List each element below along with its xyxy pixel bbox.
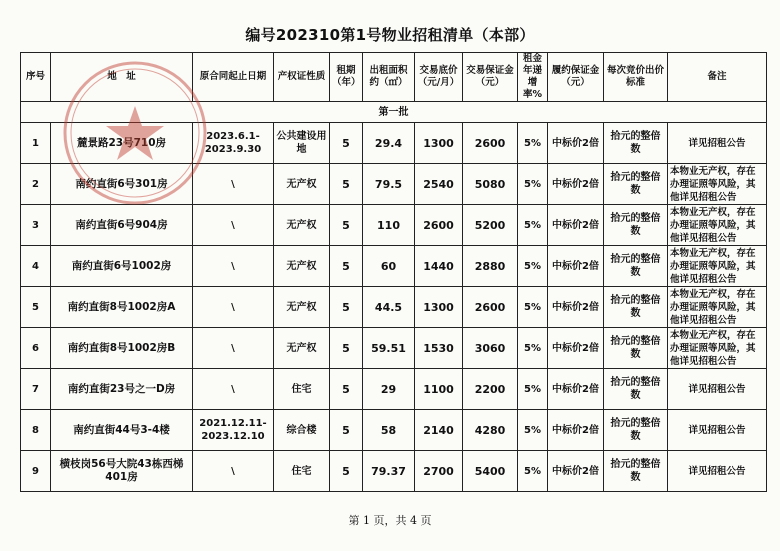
column-header: 交易保证金（元） bbox=[463, 53, 518, 102]
table-row bbox=[21, 451, 767, 492]
column-header: 原合同起止日期 bbox=[193, 53, 274, 102]
annual-increase-rate: 5% bbox=[518, 328, 548, 369]
performance-bond: 中标价2倍 bbox=[548, 451, 604, 492]
row-number: 2 bbox=[21, 164, 51, 205]
batch-label: 第一批 bbox=[21, 102, 767, 123]
lease-table bbox=[20, 52, 767, 492]
header-row bbox=[21, 53, 767, 102]
rental-area: 29 bbox=[363, 369, 415, 410]
base-price: 2540 bbox=[415, 164, 463, 205]
original-contract-period: \ bbox=[193, 164, 274, 205]
table-row bbox=[21, 410, 767, 451]
column-header: 备注 bbox=[668, 53, 767, 102]
column-header: 租期（年） bbox=[330, 53, 363, 102]
base-price: 1300 bbox=[415, 287, 463, 328]
column-header: 出租面积约（㎡） bbox=[363, 53, 415, 102]
transaction-deposit: 5400 bbox=[463, 451, 518, 492]
original-contract-period: \ bbox=[193, 369, 274, 410]
column-header: 产权证性质 bbox=[274, 53, 330, 102]
rental-area: 79.37 bbox=[363, 451, 415, 492]
remark-cell: 详见招租公告 bbox=[668, 123, 767, 164]
property-cert-type: 无产权 bbox=[274, 287, 330, 328]
original-contract-period: \ bbox=[193, 205, 274, 246]
address-cell: 横枝岗56号大院43栋西梯401房 bbox=[51, 451, 193, 492]
address-cell: 南约直街6号301房 bbox=[51, 164, 193, 205]
base-price: 1530 bbox=[415, 328, 463, 369]
annual-increase-rate: 5% bbox=[518, 205, 548, 246]
column-header: 交易底价（元/月） bbox=[415, 53, 463, 102]
annual-increase-rate: 5% bbox=[518, 287, 548, 328]
property-cert-type: 公共建设用地 bbox=[274, 123, 330, 164]
table-row bbox=[21, 246, 767, 287]
address-cell: 南约直街8号1002房A bbox=[51, 287, 193, 328]
rental-area: 58 bbox=[363, 410, 415, 451]
property-cert-type: 无产权 bbox=[274, 328, 330, 369]
property-cert-type: 无产权 bbox=[274, 205, 330, 246]
page-footer: 第 1 页，共 4 页 bbox=[348, 514, 432, 527]
column-header: 履约保证金（元） bbox=[548, 53, 604, 102]
rental-area: 44.5 bbox=[363, 287, 415, 328]
performance-bond: 中标价2倍 bbox=[548, 287, 604, 328]
lease-term: 5 bbox=[330, 451, 363, 492]
address-cell: 南约直街8号1002房B bbox=[51, 328, 193, 369]
table-row bbox=[21, 164, 767, 205]
bid-increment-standard: 拾元的整倍数 bbox=[604, 287, 668, 328]
original-contract-period: \ bbox=[193, 246, 274, 287]
base-price: 1440 bbox=[415, 246, 463, 287]
column-header: 租金年递增率% bbox=[518, 53, 548, 102]
remark-cell: 本物业无产权，存在办理证照等风险，其他详见招租公告 bbox=[668, 328, 767, 369]
annual-increase-rate: 5% bbox=[518, 369, 548, 410]
performance-bond: 中标价2倍 bbox=[548, 123, 604, 164]
row-number: 5 bbox=[21, 287, 51, 328]
row-number: 4 bbox=[21, 246, 51, 287]
remark-cell: 详见招租公告 bbox=[668, 451, 767, 492]
annual-increase-rate: 5% bbox=[518, 164, 548, 205]
address-cell: 南约直街23号之一D房 bbox=[51, 369, 193, 410]
transaction-deposit: 2600 bbox=[463, 123, 518, 164]
lease-term: 5 bbox=[330, 410, 363, 451]
transaction-deposit: 3060 bbox=[463, 328, 518, 369]
remark-cell: 详见招租公告 bbox=[668, 410, 767, 451]
performance-bond: 中标价2倍 bbox=[548, 246, 604, 287]
property-cert-type: 综合楼 bbox=[274, 410, 330, 451]
bid-increment-standard: 拾元的整倍数 bbox=[604, 410, 668, 451]
remark-cell: 本物业无产权，存在办理证照等风险，其他详见招租公告 bbox=[668, 205, 767, 246]
transaction-deposit: 5080 bbox=[463, 164, 518, 205]
batch-row bbox=[21, 102, 767, 123]
transaction-deposit: 4280 bbox=[463, 410, 518, 451]
column-header: 序号 bbox=[21, 53, 51, 102]
base-price: 1100 bbox=[415, 369, 463, 410]
property-cert-type: 无产权 bbox=[274, 246, 330, 287]
lease-term: 5 bbox=[330, 205, 363, 246]
bid-increment-standard: 拾元的整倍数 bbox=[604, 205, 668, 246]
lease-term: 5 bbox=[330, 369, 363, 410]
page-title: 编号202310第1号物业招租清单（本部） bbox=[245, 26, 535, 44]
lease-term: 5 bbox=[330, 164, 363, 205]
lease-term: 5 bbox=[330, 287, 363, 328]
bid-increment-standard: 拾元的整倍数 bbox=[604, 246, 668, 287]
original-contract-period: \ bbox=[193, 451, 274, 492]
row-number: 1 bbox=[21, 123, 51, 164]
column-header: 每次竞价出价标准 bbox=[604, 53, 668, 102]
transaction-deposit: 5200 bbox=[463, 205, 518, 246]
remark-cell: 本物业无产权，存在办理证照等风险，其他详见招租公告 bbox=[668, 246, 767, 287]
row-number: 6 bbox=[21, 328, 51, 369]
table-row bbox=[21, 369, 767, 410]
table-row bbox=[21, 205, 767, 246]
original-contract-period: 2021.12.11-2023.12.10 bbox=[193, 410, 274, 451]
lease-term: 5 bbox=[330, 328, 363, 369]
address-cell: 南约直街6号904房 bbox=[51, 205, 193, 246]
original-contract-period: \ bbox=[193, 328, 274, 369]
row-number: 7 bbox=[21, 369, 51, 410]
transaction-deposit: 2200 bbox=[463, 369, 518, 410]
property-cert-type: 住宅 bbox=[274, 369, 330, 410]
transaction-deposit: 2600 bbox=[463, 287, 518, 328]
annual-increase-rate: 5% bbox=[518, 123, 548, 164]
base-price: 2600 bbox=[415, 205, 463, 246]
performance-bond: 中标价2倍 bbox=[548, 369, 604, 410]
column-header: 地 址 bbox=[51, 53, 193, 102]
bid-increment-standard: 拾元的整倍数 bbox=[604, 451, 668, 492]
performance-bond: 中标价2倍 bbox=[548, 205, 604, 246]
annual-increase-rate: 5% bbox=[518, 451, 548, 492]
property-cert-type: 无产权 bbox=[274, 164, 330, 205]
transaction-deposit: 2880 bbox=[463, 246, 518, 287]
table-row bbox=[21, 328, 767, 369]
address-cell: 南约直街44号3-4楼 bbox=[51, 410, 193, 451]
lease-term: 5 bbox=[330, 123, 363, 164]
performance-bond: 中标价2倍 bbox=[548, 328, 604, 369]
address-cell: 麓景路23号710房 bbox=[51, 123, 193, 164]
annual-increase-rate: 5% bbox=[518, 246, 548, 287]
original-contract-period: 2023.6.1-2023.9.30 bbox=[193, 123, 274, 164]
remark-cell: 本物业无产权，存在办理证照等风险，其他详见招租公告 bbox=[668, 164, 767, 205]
row-number: 9 bbox=[21, 451, 51, 492]
performance-bond: 中标价2倍 bbox=[548, 410, 604, 451]
row-number: 8 bbox=[21, 410, 51, 451]
bid-increment-standard: 拾元的整倍数 bbox=[604, 328, 668, 369]
base-price: 1300 bbox=[415, 123, 463, 164]
address-cell: 南约直街6号1002房 bbox=[51, 246, 193, 287]
table-row bbox=[21, 287, 767, 328]
base-price: 2700 bbox=[415, 451, 463, 492]
original-contract-period: \ bbox=[193, 287, 274, 328]
bid-increment-standard: 拾元的整倍数 bbox=[604, 369, 668, 410]
rental-area: 29.4 bbox=[363, 123, 415, 164]
rental-area: 110 bbox=[363, 205, 415, 246]
base-price: 2140 bbox=[415, 410, 463, 451]
rental-area: 60 bbox=[363, 246, 415, 287]
performance-bond: 中标价2倍 bbox=[548, 164, 604, 205]
rental-area: 59.51 bbox=[363, 328, 415, 369]
annual-increase-rate: 5% bbox=[518, 410, 548, 451]
row-number: 3 bbox=[21, 205, 51, 246]
remark-cell: 详见招租公告 bbox=[668, 369, 767, 410]
lease-term: 5 bbox=[330, 246, 363, 287]
table-row bbox=[21, 123, 767, 164]
remark-cell: 本物业无产权，存在办理证照等风险，其他详见招租公告 bbox=[668, 287, 767, 328]
rental-area: 79.5 bbox=[363, 164, 415, 205]
property-cert-type: 住宅 bbox=[274, 451, 330, 492]
bid-increment-standard: 拾元的整倍数 bbox=[604, 164, 668, 205]
bid-increment-standard: 拾元的整倍数 bbox=[604, 123, 668, 164]
